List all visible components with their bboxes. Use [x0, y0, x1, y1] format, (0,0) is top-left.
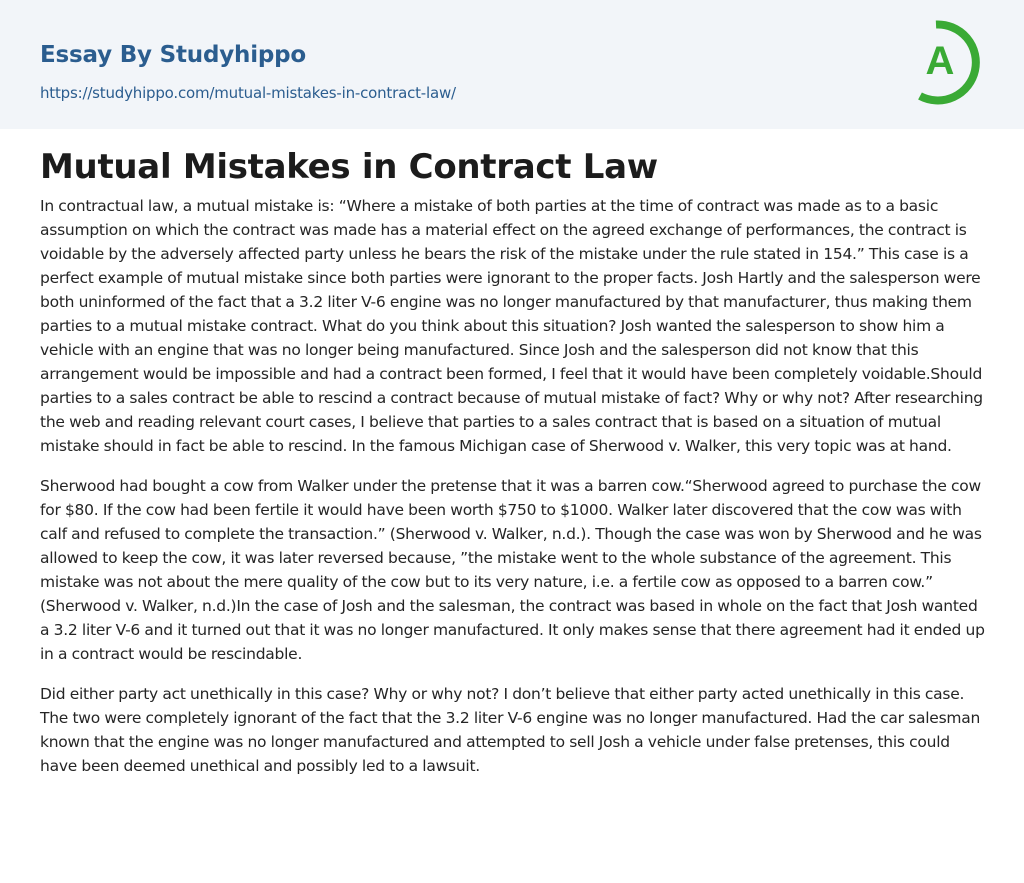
source-url-link[interactable]: https://studyhippo.com/mutual-mistakes-in-contract-law/ [40, 84, 456, 102]
article-paragraph-2: Sherwood had bought a cow from Walker under the pretense that it was a barren cow.“Sherwood agreed to purchase the cow for $80. If the cow had been fertile it would have been worth $750 to $1000. Walker later discovered that the cow was with calf and refused to complete the transaction.” (Sherwood v. Walker, n.d.). Though the case was won by Sherwood and he was allowed to keep the cow, it was later reversed because, ”the mistake went to the whole substance of the agreement. This mistake was not about the mere quality of the cow but to its very nature, i.e. a fertile cow as opposed to a barren cow.” (Sherwood v. Walker, n.d.)In the case of Josh and the salesman, the contract was based in whole on the fact that Josh wanted a 3.2 liter V-6 and it turned out that it was no longer manufactured. It only makes sense that there agreement had it ended up in a contract would be rescindable. [40, 477, 985, 663]
site-title: Essay By Studyhippo [40, 42, 307, 68]
article-body [40, 129, 987, 778]
studyhippo-logo-icon[interactable] [908, 18, 988, 106]
site-header [0, 0, 1024, 129]
article-title: Mutual Mistakes in Contract Law [40, 147, 658, 187]
logo-letter: A [925, 39, 955, 83]
article-paragraph-3: Did either party act unethically in this case? Why or why not? I don’t believe that either party acted unethically in this case. The two were completely ignorant of the fact that the 3.2 liter V-6 engine was no longer manufactured. Had the car salesman known that the engine was no longer manufactured and attempted to sell Josh a vehicle under false pretenses, this could have been deemed unethical and possibly led to a lawsuit. [40, 685, 981, 775]
article-paragraph-1: In contractual law, a mutual mistake is: “Where a mistake of both parties at the time of contract was made as to a basic assumption on which the contract was made has a material effect on the agreed exchange of performances, the contract is voidable by the adversely affected party unless he bears the risk of the mistake under the rule stated in 154.” This case is a perfect example of mutual mistake since both parties were ignorant to the proper facts. Josh Hartly and the salesperson were both uninformed of the fact that a 3.2 liter V-6 engine was no longer manufactured by that manufacturer, thus making them parties to a mutual mistake contract. What do you think about this situation? Josh wanted the salesperson to show him a vehicle with an engine that was no longer being manufactured. Since Josh and the salesperson did not know that this arrangement would be impossible and had a contract been formed, I feel that it would have been completely voidable.Should parties to a sales contract be able to rescind a contract because of mutual mistake of fact? Why or why not? After researching the web and reading relevant court cases, I believe that parties to a sales contract that is based on a situation of mutual mistake should in fact be able to rescind. In the famous Michigan case of Sherwood v. Walker, this very topic was at hand. [40, 197, 983, 455]
